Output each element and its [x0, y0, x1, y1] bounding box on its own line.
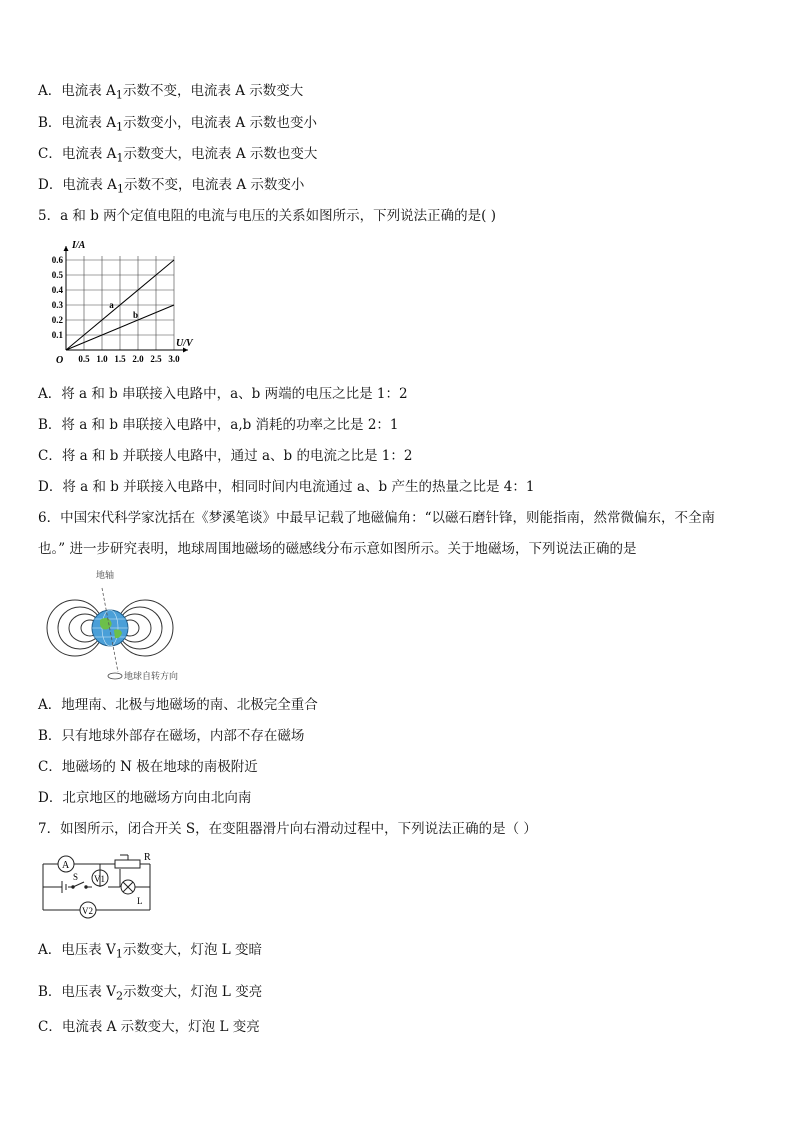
x-tick-label: 0.5 [78, 354, 90, 364]
ammeter-label: A [62, 860, 70, 871]
geomagnetic-figure [40, 568, 190, 692]
switch-label: S [73, 872, 79, 882]
q6-stem-line1: 6．中国宋代科学家沈括在《梦溪笔谈》中最早记载了地磁偏角：“以磁石磨针锋，则能指南，然常微偏东，不全南 [38, 510, 715, 526]
y-tick-label: 0.4 [51, 285, 63, 295]
y-axis-label: I/A [72, 240, 86, 251]
q6-option-d: D．北京地区的地磁场方向由北向南 [38, 790, 252, 806]
voltmeter1-label: V1 [94, 874, 105, 884]
x-axis-label: U/V [176, 338, 193, 349]
lamp-label: L [137, 896, 143, 906]
y-tick-label: 0.2 [51, 315, 63, 325]
circuit-svg [40, 852, 160, 922]
earth-field-illustration [40, 568, 190, 688]
q6-option-a: A．地理南、北极与地磁场的南、北极完全重合 [38, 697, 318, 713]
origin-label: O [56, 355, 64, 366]
y-tick-label: 0.6 [51, 255, 63, 265]
q6-stem-line2: 也。” 进一步研究表明，地球周围地磁场的磁感线分布示意如图所示。关于地磁场，下列说法正确的是 [38, 541, 637, 557]
q7-option-b: B．电压表 $V_2$示数变大，灯泡 L 变亮 [38, 984, 263, 1003]
rheostat-label: R [144, 852, 151, 863]
q7-option-c: C．电流表 A 示数变大，灯泡 L 变亮 [38, 1019, 260, 1035]
q5-option-b: B．将 a 和 b 串联接入电路中，a,b 消耗的功率之比是 2：1 [38, 417, 399, 433]
q5-option-a: A．将 a 和 b 串联接入电路中，a、b 两端的电压之比是 1：2 [38, 386, 408, 402]
x-tick-label: 1.0 [96, 354, 108, 364]
y-tick-label: 0.3 [51, 300, 63, 310]
y-tick-label: 0.1 [51, 330, 63, 340]
circuit-diagram [40, 852, 160, 926]
rotation-direction-label: 地球自转方向 [124, 671, 179, 681]
q4-option-c: C．电流表 $A_1$示数变大，电流表 A 示数也变大 [38, 146, 318, 165]
q7-stem: 7．如图所示，闭合开关 S，在变阻器滑片向右滑动过程中，下列说法正确的是（ ） [38, 821, 537, 837]
q4-option-a: A．电流表 $A_1$示数不变，电流表 A 示数变大 [38, 83, 304, 102]
earth-axis-label: 地轴 [96, 570, 115, 580]
x-tick-label: 3.0 [168, 354, 180, 364]
q4-option-b: B．电流表 $A_1$示数变小，电流表 A 示数也变小 [38, 115, 317, 134]
voltmeter2-label: V2 [82, 906, 93, 916]
q6-option-b: B．只有地球外部存在磁场，内部不存在磁场 [38, 728, 305, 744]
iu-graph [42, 238, 212, 372]
x-tick-label: 2.0 [132, 354, 144, 364]
q5-stem: 5．a 和 b 两个定值电阻的电流与电压的关系如图所示，下列说法正确的是( ) [38, 208, 496, 224]
iu-chart-svg [42, 238, 212, 368]
x-tick-label: 2.5 [150, 354, 162, 364]
y-tick-label: 0.5 [51, 270, 63, 280]
q5-option-c: C．将 a 和 b 并联接人电路中，通过 a、b 的电流之比是 1：2 [38, 448, 413, 464]
q5-option-d: D．将 a 和 b 并联接入电路中，相同时间内电流通过 a、b 产生的热量之比是 4：1 [38, 479, 535, 495]
series-label-b: b [132, 310, 138, 321]
y-axis-arrow [64, 246, 69, 251]
q4-option-d: D．电流表 $A_1$示数不变，电流表 A 示数变小 [38, 177, 305, 196]
q6-option-c: C．地磁场的 N 极在地球的南极附近 [38, 759, 258, 775]
series-label-a: a [109, 300, 114, 310]
q7-option-a: A．电压表 $V_1$示数变大，灯泡 L 变暗 [38, 942, 263, 961]
x-tick-label: 1.5 [114, 354, 126, 364]
